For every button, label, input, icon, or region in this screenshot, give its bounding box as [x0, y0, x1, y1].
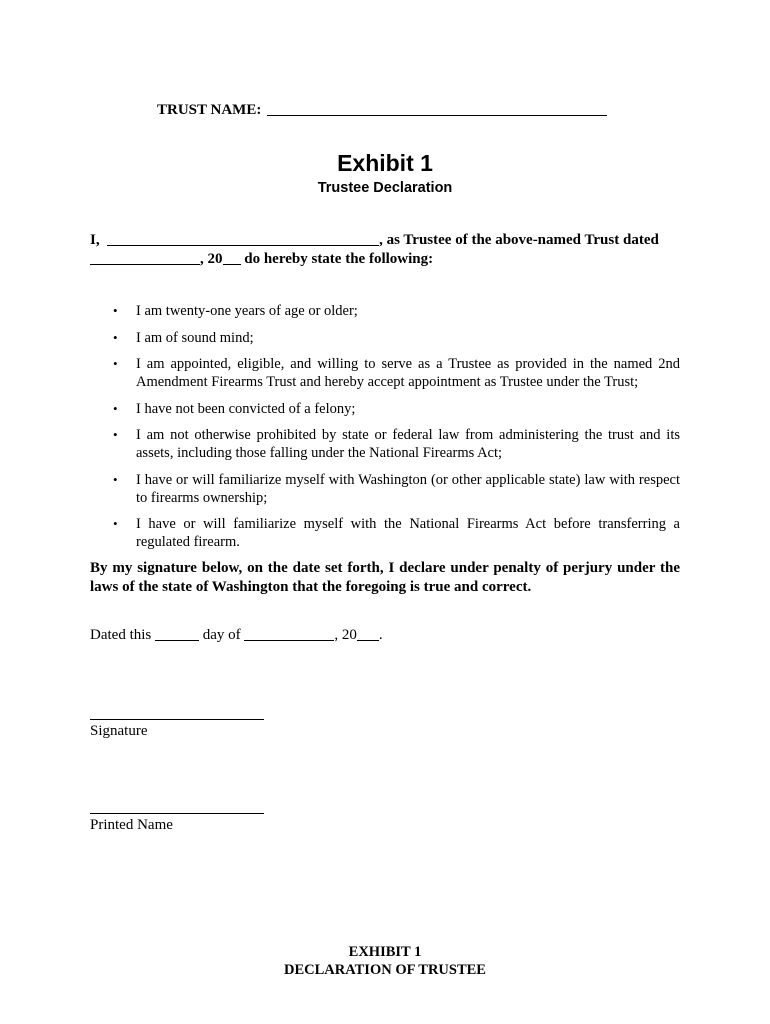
intro-state-following: do hereby state the following:: [244, 251, 434, 267]
trust-name-blank: [267, 101, 607, 116]
bullet-icon: •: [113, 400, 118, 416]
dated-this-label: Dated this: [90, 627, 152, 643]
list-item-text: I am of sound mind;: [136, 329, 254, 346]
month-blank: [244, 627, 334, 641]
list-item-text: I have or will familiarize myself with the National Firearms Act before transferring a regulated firearm.: [136, 516, 680, 550]
list-item: [110, 400, 680, 418]
list-item-text: I am appointed, eligible, and willing to serve as a Trustee as provided in the named 2nd Amendment Firearms Trust and hereby accept appointment as Trustee under the Trust;: [136, 356, 680, 390]
signature-label: Signature: [90, 723, 148, 739]
bullet-icon: •: [113, 356, 118, 371]
page-title: Exhibit 1: [337, 150, 433, 176]
list-item-text: I have or will familiarize myself with Washington (or other applicable state) law with respect to firearms ownership;: [136, 471, 680, 506]
printed-name-label: Printed Name: [90, 817, 173, 833]
trust-date-blank: [90, 251, 200, 265]
list-item: [110, 302, 680, 320]
intro-line-2: [90, 250, 680, 269]
list-item-text: I am not otherwise prohibited by state or federal law from administering the trust and its assets, including those falling under the National Firearms Act;: [136, 427, 680, 461]
trustee-name-blank: [107, 232, 379, 246]
list-item: [110, 515, 680, 551]
list-item: [110, 355, 680, 391]
printed-name-line: [90, 813, 264, 814]
signature-line: [90, 719, 264, 720]
bullet-icon: •: [113, 516, 118, 531]
bullet-icon: •: [113, 303, 118, 318]
list-item: [110, 471, 680, 507]
footer-declaration-title: DECLARATION OF TRUSTEE: [284, 962, 486, 978]
intro-year-prefix: , 20: [200, 251, 223, 267]
declaration-list: [110, 302, 680, 560]
dated-period: .: [378, 627, 383, 643]
footer-exhibit-number: EXHIBIT 1: [348, 944, 422, 960]
perjury-statement: By my signature below, on the date set forth, I declare under penalty of perjury under the laws of the state of Washington that the foregoing is true and correct.: [90, 560, 680, 595]
year-blank: [357, 627, 379, 641]
trustee-intro: [90, 231, 680, 269]
intro-prefix: I,: [90, 232, 100, 248]
trust-name-label: TRUST NAME:: [157, 102, 262, 118]
trust-name-row: [157, 101, 607, 119]
intro-start: [90, 231, 659, 250]
list-item: [110, 329, 680, 347]
list-item: [110, 426, 680, 462]
list-item-text: I have not been convicted of a felony;: [136, 400, 356, 417]
day-of-label: day of: [202, 627, 241, 643]
bullet-icon: •: [113, 471, 118, 487]
day-blank: [155, 627, 199, 641]
dated-year-prefix: , 20: [334, 627, 357, 643]
bullet-icon: •: [113, 329, 118, 345]
intro-as-trustee: , as Trustee of the above-named Trust dated: [379, 232, 659, 248]
list-item-text: I am twenty-one years of age or older;: [136, 303, 358, 319]
trust-year-blank: [223, 251, 241, 265]
dated-line: [90, 627, 383, 644]
bullet-icon: •: [113, 427, 118, 442]
page-subtitle: Trustee Declaration: [317, 180, 453, 196]
intro-line-1: [90, 231, 680, 250]
